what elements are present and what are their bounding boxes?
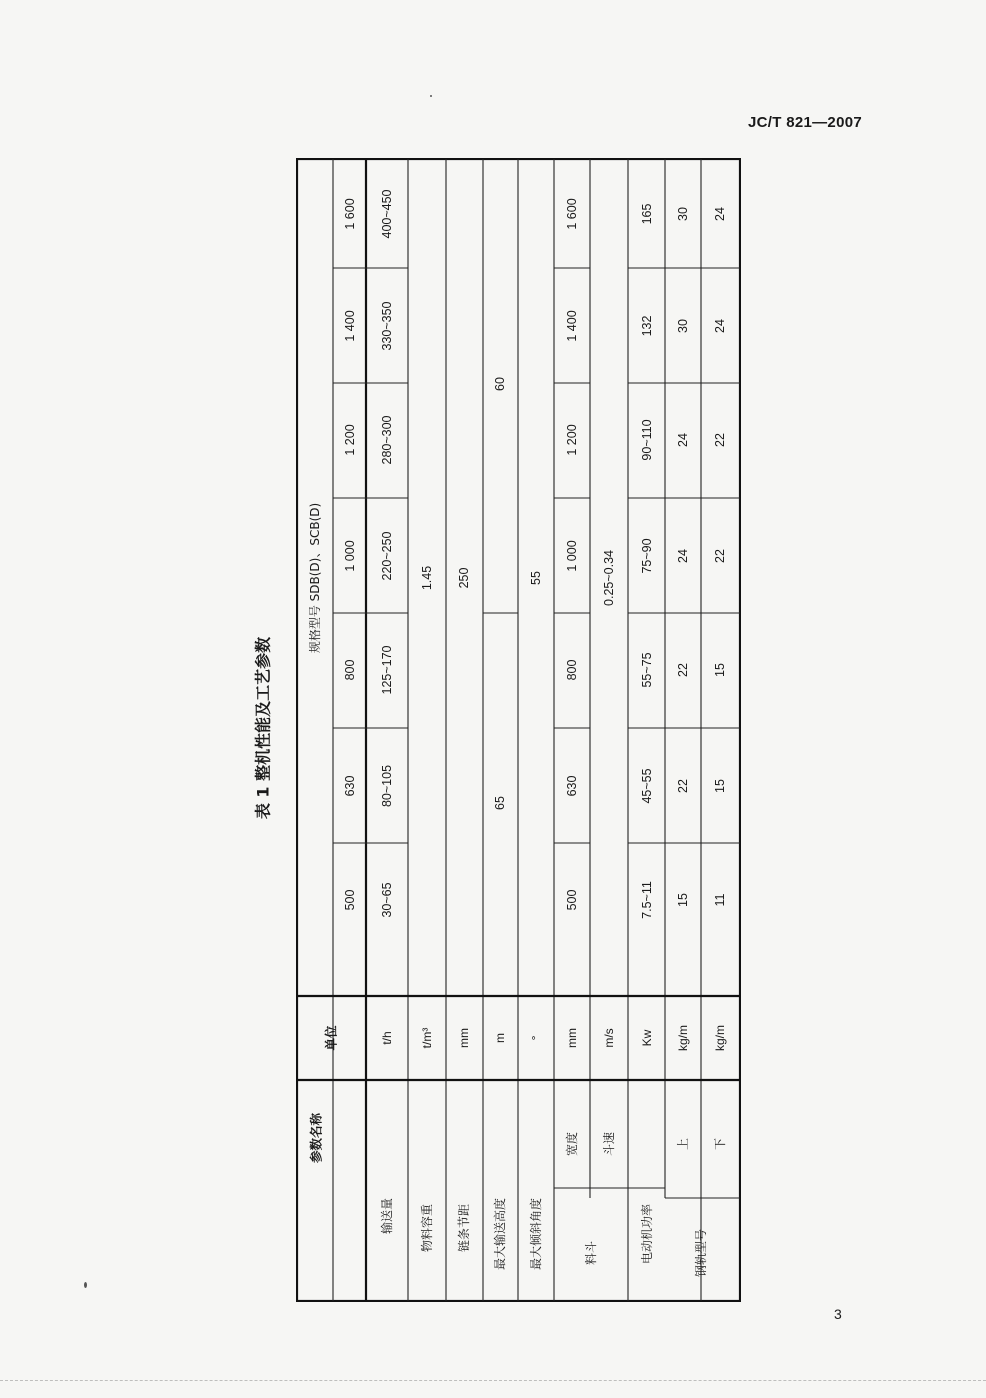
cell-rail-lower: 15 <box>713 663 727 677</box>
scan-speck <box>84 1282 87 1288</box>
row-name-pitch: 链条节距 <box>457 1203 471 1253</box>
cell-power: 90~110 <box>640 419 654 461</box>
cell-bucket-width: 630 <box>565 775 579 797</box>
cell-angle: 55 <box>529 571 543 585</box>
cell-rail-lower: 11 <box>713 893 727 907</box>
cell-capacity: 125~170 <box>380 645 394 695</box>
cell-rail-lower: 22 <box>713 433 727 447</box>
cell-rail-upper: 30 <box>676 207 690 221</box>
cell-bucket-width: 1 600 <box>565 198 579 230</box>
cell-height: 60 <box>493 377 507 391</box>
model-header: 1 000 <box>343 540 357 572</box>
cell-bucket-speed: 0.25~0.34 <box>602 550 616 606</box>
cell-bucket-width: 500 <box>565 889 579 911</box>
table-caption: 表 1 整机性能及工艺参数 <box>253 636 273 820</box>
cell-power: 7.5~11 <box>640 881 654 919</box>
cell-capacity: 220~250 <box>380 531 394 581</box>
unit-rail-upper: kg/m <box>676 1024 690 1052</box>
unit-rail-lower: kg/m <box>713 1024 727 1052</box>
scan-speck <box>430 95 432 97</box>
unit-density: t/m³ <box>420 1027 434 1049</box>
cell-density: 1.45 <box>420 565 434 591</box>
cell-power: 165 <box>640 203 654 225</box>
model-header: 800 <box>343 659 357 681</box>
cell-power: 55~75 <box>640 652 654 688</box>
cell-capacity: 330~350 <box>380 301 394 351</box>
cell-power: 132 <box>640 315 654 337</box>
row-group-bucket: 料斗 <box>584 1240 598 1266</box>
cell-bucket-width: 1 400 <box>565 310 579 342</box>
unit-bucket-speed: m/s <box>602 1028 616 1048</box>
model-header: 1 200 <box>343 424 357 456</box>
row-name-angle: 最大倾斜角度 <box>529 1197 543 1271</box>
unit-angle: ° <box>529 1035 543 1041</box>
parameter-table-graphic <box>296 158 741 1302</box>
row-name-rail-upper: 上 <box>676 1137 690 1151</box>
cell-pitch: 250 <box>457 567 471 589</box>
cell-bucket-width: 800 <box>565 659 579 681</box>
parameter-table <box>296 158 741 1302</box>
cell-rail-upper: 24 <box>676 549 690 563</box>
cell-rail-lower: 24 <box>713 207 727 221</box>
cell-rail-upper: 24 <box>676 433 690 447</box>
cell-rail-upper: 15 <box>676 893 690 907</box>
cell-height: 65 <box>493 796 507 810</box>
param-header: 参数名称 <box>308 1112 324 1164</box>
unit-height: m <box>493 1033 507 1043</box>
row-name-height: 最大输送高度 <box>493 1197 507 1271</box>
scan-edge-line <box>0 1380 986 1383</box>
cell-capacity: 280~300 <box>380 415 394 465</box>
cell-rail-upper: 22 <box>676 663 690 677</box>
cell-capacity: 30~65 <box>380 882 394 918</box>
page-number: 3 <box>834 1306 842 1322</box>
model-header: 500 <box>343 889 357 911</box>
unit-header: 单位 <box>323 1025 339 1051</box>
row-name-density: 物料容重 <box>420 1203 434 1253</box>
cell-bucket-width: 1 200 <box>565 424 579 456</box>
cell-power: 75~90 <box>640 538 654 574</box>
cell-power: 45~55 <box>640 768 654 804</box>
unit-pitch: mm <box>457 1028 471 1048</box>
cell-rail-upper: 30 <box>676 319 690 333</box>
unit-bucket-width: mm <box>565 1028 579 1048</box>
cell-capacity: 400~450 <box>380 189 394 239</box>
row-name-capacity: 输送量 <box>380 1197 394 1235</box>
model-header: 630 <box>343 775 357 797</box>
row-name-bucket-speed: 斗速 <box>602 1131 616 1157</box>
cell-rail-lower: 24 <box>713 319 727 333</box>
row-name-bucket-width: 宽度 <box>565 1131 579 1157</box>
cell-bucket-width: 1 000 <box>565 540 579 572</box>
cell-rail-lower: 22 <box>713 549 727 563</box>
row-group-rail: 钢轨型号 <box>694 1228 708 1278</box>
unit-power: Kw <box>640 1029 654 1047</box>
cell-rail-lower: 15 <box>713 779 727 793</box>
cell-capacity: 80~105 <box>380 764 394 808</box>
spec-header: 规格型号 SDB(D)、SCB(D) <box>308 502 322 654</box>
model-header: 1 400 <box>343 310 357 342</box>
row-name-rail-lower: 下 <box>713 1137 727 1151</box>
model-header: 1 600 <box>343 198 357 230</box>
unit-capacity: t/h <box>380 1031 394 1045</box>
cell-rail-upper: 22 <box>676 779 690 793</box>
row-name-power: 电动机功率 <box>640 1203 654 1265</box>
document-code: JC/T 821—2007 <box>748 114 862 131</box>
